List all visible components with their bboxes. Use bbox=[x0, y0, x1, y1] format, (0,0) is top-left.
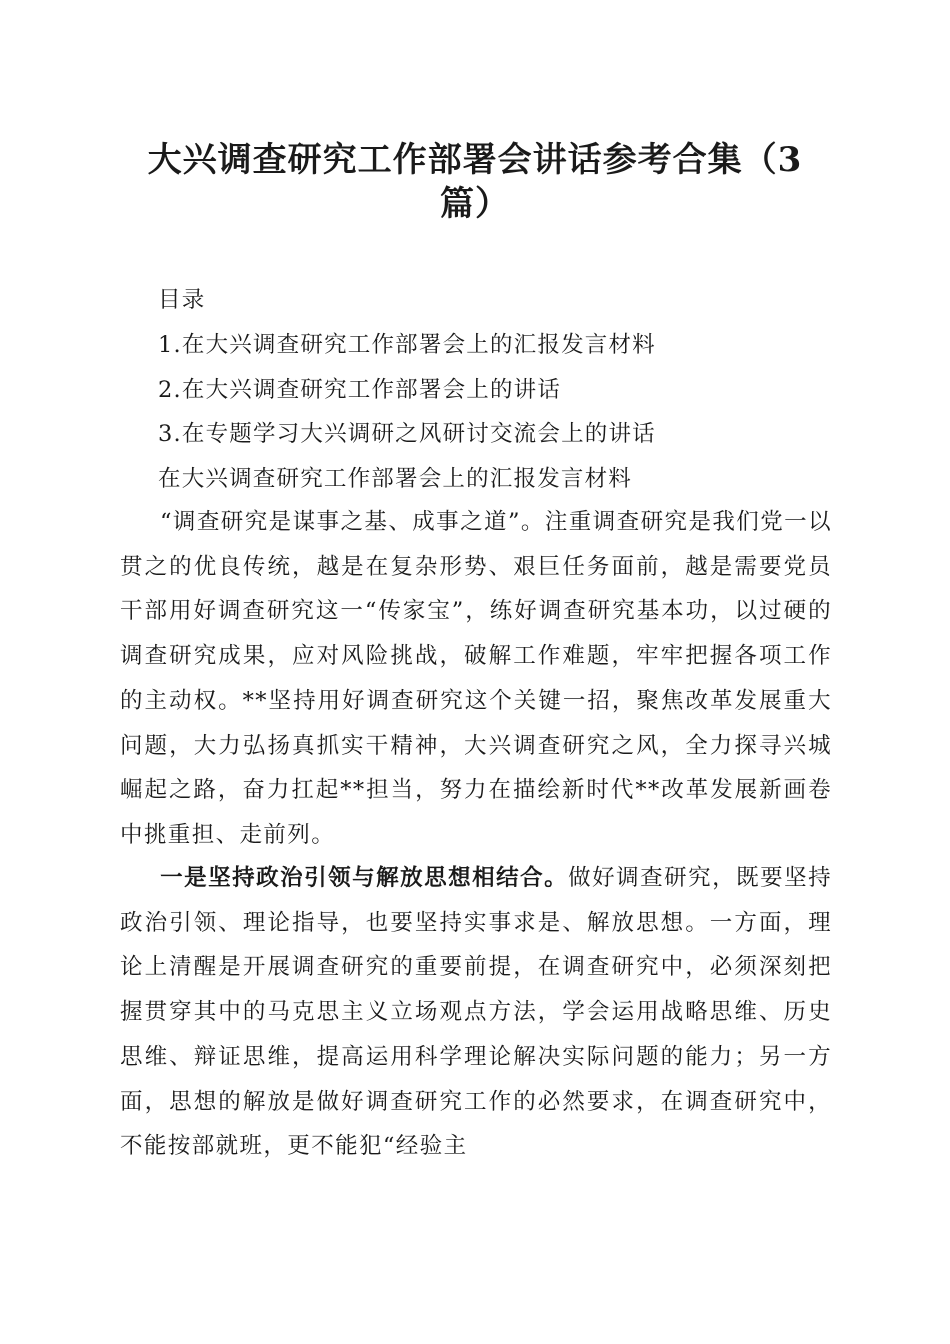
section-heading: 在大兴调查研究工作部署会上的汇报发言材料 bbox=[158, 466, 633, 493]
paragraph-intro-text: “调查研究是谋事之基、成事之道”。注重调查研究是我们党一以贯之的优良传统，越是在复杂形势、艰巨任务面前，越是需要党员干部用好调查研究这一“传家宝”，练好调查研究基本功，以过硬的调查研究成果，应对风险挑战，破解工作难题，牢牢把握各项工作的主动权。**坚持用好调查研究这个关键一招，聚焦改革发展重大问题，大力弘扬真抓实干精神，大兴调查研究之风，全力探寻兴城崛起之路，奋力扛起**担当，努力在描绘新时代**改革发展新画卷中挑重担、走前列。 bbox=[120, 509, 832, 848]
paragraph-point-one-text: 做好调查研究，既要坚持政治引领、理论指导，也要坚持实事求是、解放思想。一方面，理论上清醒是开展调查研究的重要前提，在调查研究中，必须深刻把握贯穿其中的马克思主义立场观点方法，学会运用战略思维、历史思维、辩证思维，提高运用科学理论解决实际问题的能力；另一方面，思想的解放是做好调查研究工作的必然要求，在调查研究中，不能按部就班，更不能犯“经验主 bbox=[120, 865, 832, 1160]
paragraph-intro bbox=[120, 500, 832, 858]
document-title-line-2: 篇） bbox=[440, 184, 510, 224]
document-title-line-1: 大兴调查研究工作部署会讲话参考合集（3 bbox=[147, 140, 803, 180]
paragraph-point-one bbox=[120, 856, 832, 1169]
paragraph-point-one-lead: 一是坚持政治引领与解放思想相结合。 bbox=[160, 865, 569, 891]
toc-item-1: 1.在大兴调查研究工作部署会上的汇报发言材料 bbox=[158, 331, 656, 358]
document-title bbox=[110, 138, 840, 226]
toc-item-2: 2.在大兴调查研究工作部署会上的讲话 bbox=[158, 376, 562, 403]
toc-item-3: 3.在专题学习大兴调研之风研讨交流会上的讲话 bbox=[158, 421, 656, 448]
table-of-contents bbox=[158, 278, 858, 502]
toc-heading: 目录 bbox=[158, 287, 206, 313]
